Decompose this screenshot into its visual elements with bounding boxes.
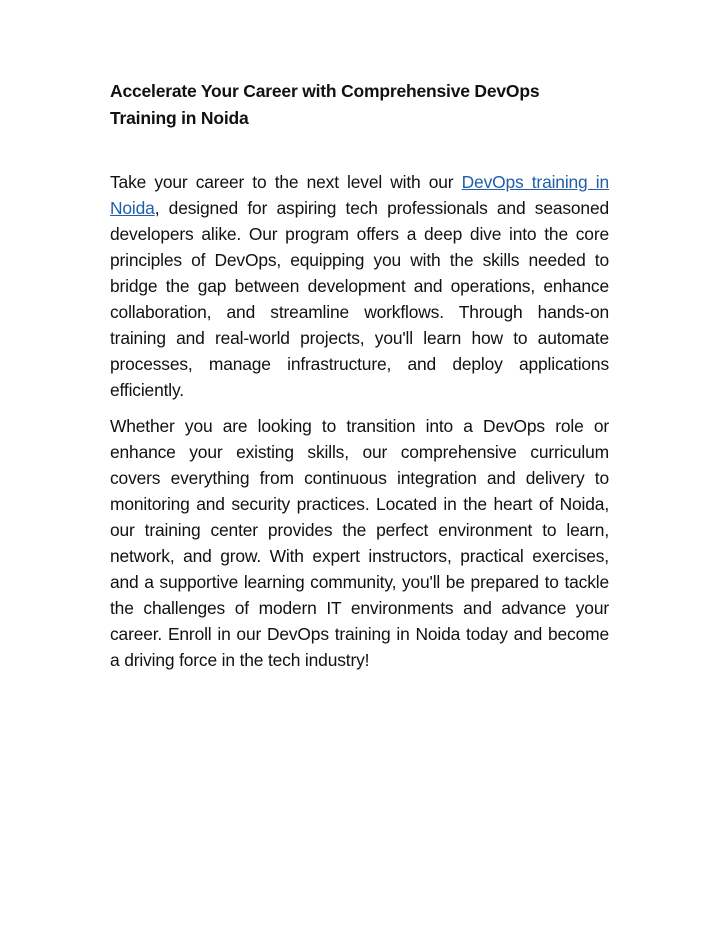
details-paragraph: Whether you are looking to transition into a DevOps role or enhance your existing skills, our comprehensive curriculum covers everything from continuous integration and delivery to monitoring and security practices. Located in the heart of Noida, our training center provides the perfect environment to learn, network, and grow. With expert instructors, practical exercises, and a supportive learning community, you'll be prepared to tackle the challenges of modern IT environments and advance your career. Enroll in our DevOps training in Noida today and become a driving force in the tech industry! <box>110 416 609 670</box>
intro-paragraph <box>110 169 609 403</box>
intro-text-before-link: Take your career to the next level with our <box>110 172 462 192</box>
document-body <box>110 78 609 673</box>
intro-text-after-link: , designed for aspiring tech professionals and seasoned developers alike. Our program offers a deep dive into the core principles of DevOps, equipping you with the skills needed to bridge the gap between development and operations, enhance collaboration, and streamline workflows. Through hands-on training and real-world projects, you'll learn how to automate processes, manage infrastructure, and deploy applications efficiently. <box>110 198 609 400</box>
devops-training-link[interactable]: DevOps training in Noida <box>110 172 610 218</box>
document-title: Accelerate Your Career with Comprehensive DevOps Training in Noida <box>110 81 540 128</box>
